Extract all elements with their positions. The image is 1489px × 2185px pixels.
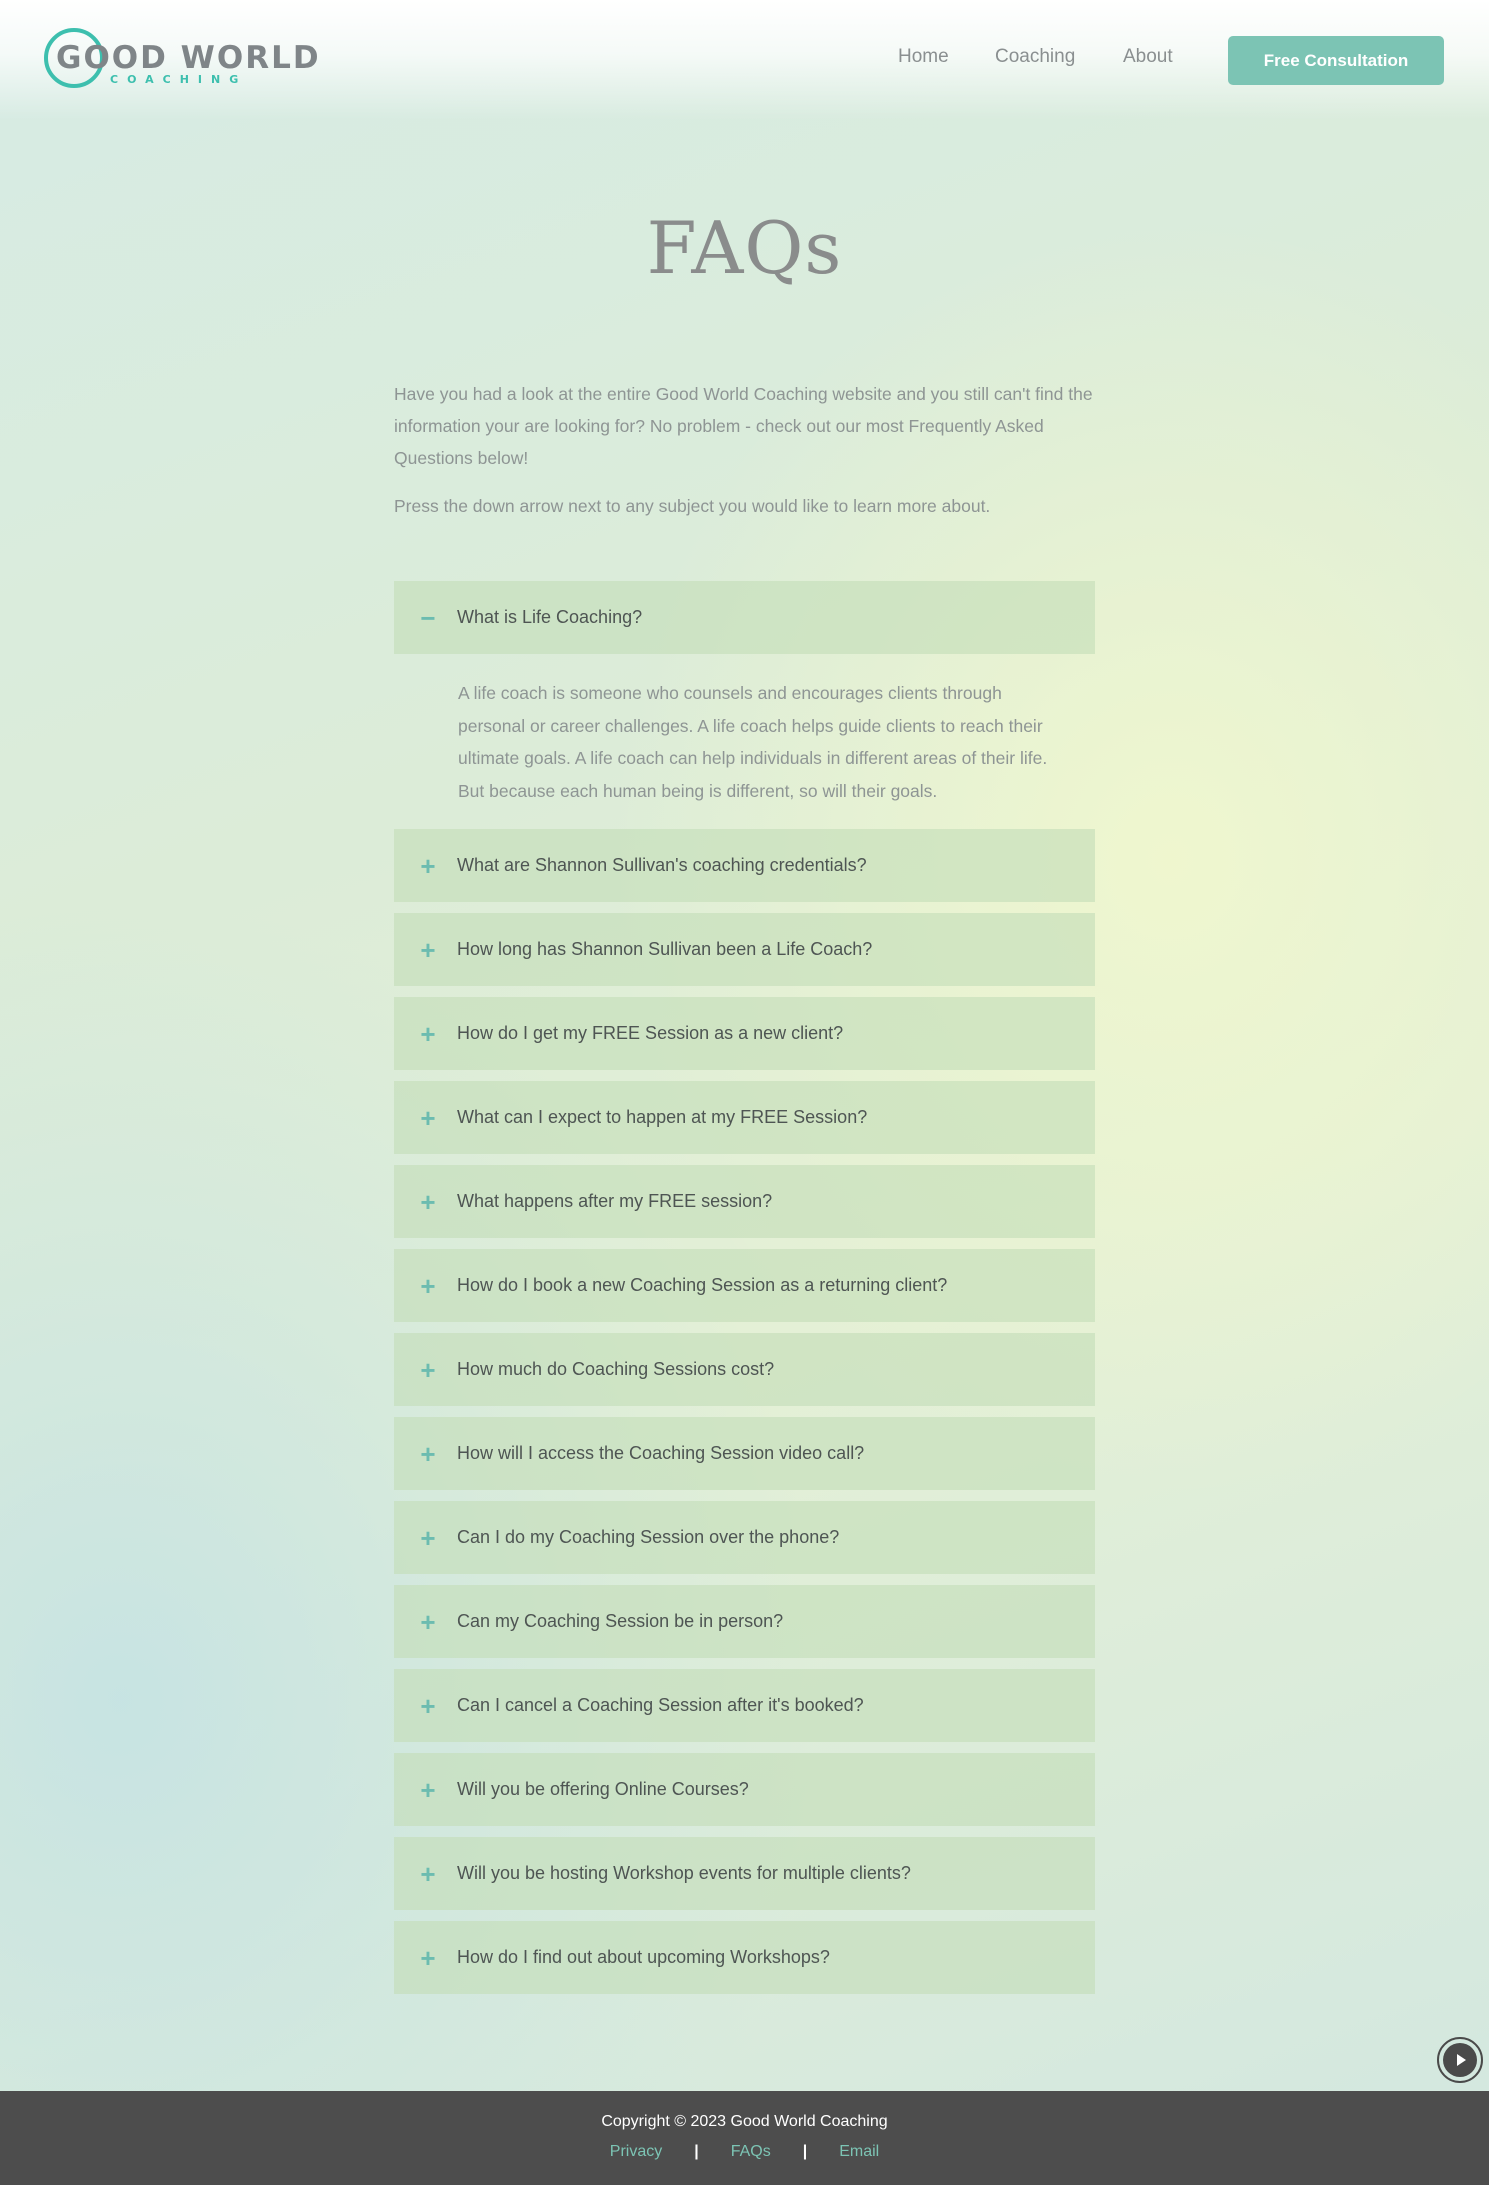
intro-text [394, 378, 1096, 522]
faq-question: Can my Coaching Session be in person? [457, 1611, 784, 1631]
page-title: FAQs [646, 206, 843, 290]
faq-question-toggle[interactable] [394, 1921, 1095, 1994]
faq-question-toggle[interactable] [394, 1585, 1095, 1658]
faq-item [394, 1585, 1095, 1658]
footer-links [0, 2143, 1489, 2161]
nav-about-link[interactable]: About [1123, 46, 1173, 67]
media-play-button[interactable] [1437, 2037, 1483, 2083]
footer-email-link[interactable]: Email [839, 2143, 880, 2160]
faq-item [394, 1417, 1095, 1490]
logo-tagline: COACHING [110, 73, 248, 86]
faq-question-toggle[interactable] [394, 1501, 1095, 1574]
intro-paragraph: Have you had a look at the entire Good World Coaching website and you still can't find the information your are looking for? No problem - check out our most Frequently Asked Questions below! [394, 384, 1093, 468]
faq-question: Will you be offering Online Courses? [457, 1779, 749, 1799]
plus-icon[interactable]: + [420, 1690, 436, 1721]
faq-question: How do I find out about upcoming Workshops? [457, 1947, 830, 1967]
faq-question: How will I access the Coaching Session video call? [457, 1443, 865, 1463]
faq-question-toggle[interactable] [394, 1333, 1095, 1406]
plus-icon[interactable]: + [420, 1354, 436, 1385]
plus-icon[interactable]: + [420, 1858, 436, 1889]
plus-icon[interactable]: + [420, 1270, 436, 1301]
plus-icon[interactable]: + [420, 934, 436, 965]
footer-separator: | [694, 2143, 699, 2160]
faq-question: Will you be hosting Workshop events for multiple clients? [457, 1863, 911, 1883]
plus-icon[interactable]: + [420, 1018, 436, 1049]
faq-item [394, 1081, 1095, 1154]
faq-question-toggle[interactable] [394, 829, 1095, 902]
site-header [0, 0, 1489, 120]
faq-item [394, 1501, 1095, 1574]
logo-wordmark: GOOD WORLD [56, 40, 321, 76]
faq-accordion [394, 581, 1095, 2005]
footer-separator: | [802, 2143, 808, 2160]
faq-item [394, 1165, 1095, 1238]
footer-faqs-link[interactable]: FAQs [730, 2143, 771, 2160]
faq-question: Can I cancel a Coaching Session after it's booked? [457, 1695, 864, 1715]
plus-icon[interactable]: + [420, 1522, 436, 1553]
site-logo[interactable] [44, 28, 321, 92]
plus-icon[interactable]: + [420, 1102, 436, 1133]
play-circle-icon [1443, 2043, 1477, 2077]
faq-item [394, 1669, 1095, 1742]
faq-answer: A life coach is someone who counsels and encourages clients through personal or career challenges. A life coach helps guide clients to reach their ultimate goals. A life coach can help individuals in different areas of their life. But because each human being is different, so will their goals. [458, 683, 1048, 801]
faq-item [394, 913, 1095, 986]
faq-item [394, 997, 1095, 1070]
minus-icon[interactable]: − [420, 602, 436, 633]
faq-question-toggle[interactable] [394, 581, 1095, 654]
faq-question-toggle[interactable] [394, 1753, 1095, 1826]
plus-icon[interactable]: + [420, 1942, 436, 1973]
faq-question: How long has Shannon Sullivan been a Life Coach? [457, 939, 873, 959]
faq-item [394, 1753, 1095, 1826]
faq-question: How do I book a new Coaching Session as a returning client? [457, 1275, 948, 1295]
free-consultation-button[interactable]: Free Consultation [1228, 36, 1444, 85]
site-footer [0, 2091, 1489, 2185]
faq-item [394, 1333, 1095, 1406]
faq-item [394, 1249, 1095, 1322]
plus-icon[interactable]: + [420, 850, 436, 881]
faq-item [394, 581, 1095, 829]
faq-question: How much do Coaching Sessions cost? [457, 1359, 775, 1379]
faq-item [394, 829, 1095, 902]
faq-question: What are Shannon Sullivan's coaching credentials? [457, 855, 867, 875]
faq-question: What can I expect to happen at my FREE Session? [457, 1107, 868, 1127]
nav-coaching-link[interactable]: Coaching [995, 46, 1076, 67]
plus-icon[interactable]: + [420, 1186, 436, 1217]
faq-question-toggle[interactable] [394, 913, 1095, 986]
faq-question: What happens after my FREE session? [457, 1191, 773, 1211]
plus-icon[interactable]: + [420, 1438, 436, 1469]
faq-question: What is Life Coaching? [457, 607, 643, 627]
faq-question-toggle[interactable] [394, 1249, 1095, 1322]
faq-question-toggle[interactable] [394, 1165, 1095, 1238]
plus-icon[interactable]: + [420, 1774, 436, 1805]
faq-question-toggle[interactable] [394, 1669, 1095, 1742]
faq-question-toggle[interactable] [394, 997, 1095, 1070]
plus-icon[interactable]: + [420, 1606, 436, 1637]
nav-home-link[interactable]: Home [898, 46, 949, 67]
faq-question-toggle[interactable] [394, 1081, 1095, 1154]
faq-question: How do I get my FREE Session as a new client? [457, 1023, 844, 1043]
faq-question-toggle[interactable] [394, 1417, 1095, 1490]
intro-instruction: Press the down arrow next to any subject you would like to learn more about. [394, 496, 991, 516]
copyright-text: Copyright © 2023 Good World Coaching [601, 2113, 888, 2130]
faq-question-toggle[interactable] [394, 1837, 1095, 1910]
faq-item [394, 1837, 1095, 1910]
faq-item [394, 1921, 1095, 1994]
footer-privacy-link[interactable]: Privacy [609, 2143, 663, 2160]
faq-question: Can I do my Coaching Session over the phone? [457, 1527, 840, 1547]
